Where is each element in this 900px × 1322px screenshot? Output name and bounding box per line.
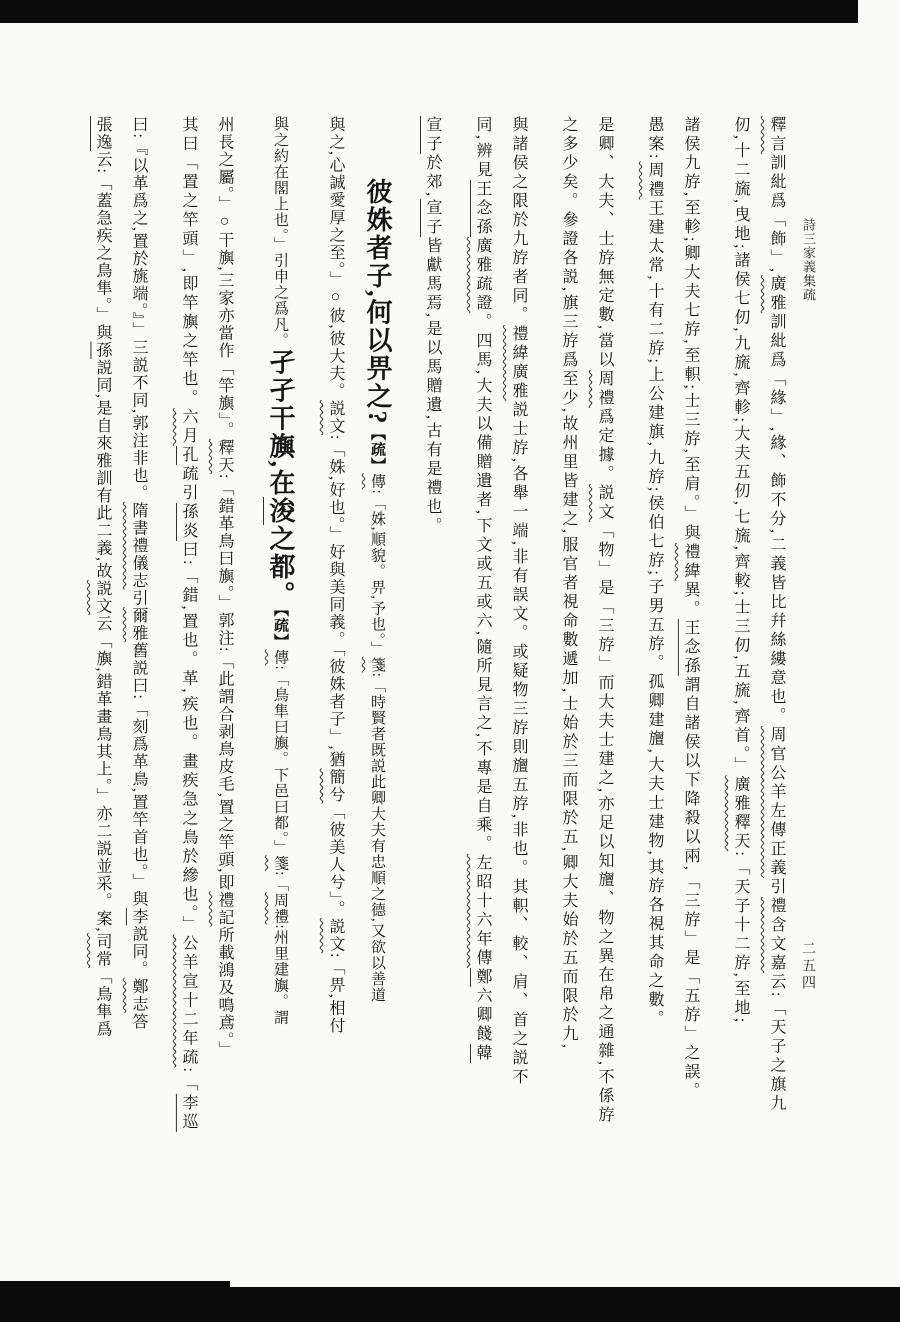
text-segment: 與之,心誠愛厚之至。」○彼,彼大夫。 xyxy=(327,116,344,400)
verse-text: 之都。 xyxy=(266,525,295,609)
proper-name-text: 宣子 xyxy=(424,116,441,154)
book-title-text: 公羊宣十二年疏 xyxy=(180,934,197,1068)
text-segment: 之多少矣。參證各説,旗三斿爲至少,故州里皆建之,服官者視命數遞加,士始於三而限於五,卿大夫始於五而限於九, xyxy=(560,116,577,1051)
text-column xyxy=(679,116,702,1202)
text-segment: :州里建旟。謂 xyxy=(272,924,288,1026)
text-segment: :「時賢者既説此卿大夫有忠順之德,又欲以善道 xyxy=(369,672,385,1003)
text-segment: 異。 xyxy=(682,580,699,619)
text-segment: 王建太常,十有二斿;上公建旗,九斿;侯伯七斿;子男五斿。孤卿建旜,大夫士建物,其斿各視其命之數。 xyxy=(646,199,663,1029)
book-title-text: 禮記 xyxy=(216,891,233,927)
text-segment: 舊説曰:「刻爲革鳥,置竿首也。」與 xyxy=(130,641,147,908)
proper-name-text: 浚 xyxy=(266,497,295,525)
text-column xyxy=(263,116,297,1202)
text-segment: 其曰「置之竿頭」,即竿旟之竿也。 xyxy=(180,116,197,408)
proper-name-text: 鄭 xyxy=(474,968,491,987)
text-segment: 疏引 xyxy=(180,465,197,503)
text-segment: 答 xyxy=(130,1012,147,1031)
text-segment: 云:「天子之旗九 xyxy=(768,973,785,1114)
book-title-text: 左昭十六年傳 xyxy=(474,854,491,968)
book-title-text: 爾雅 xyxy=(130,606,147,642)
text-segment: 説同。 xyxy=(130,925,147,978)
text-segment: 謂自諸侯以下降殺以兩,「三斿」是「五斿」之誤。 xyxy=(682,675,699,1101)
book-title-text: 箋 xyxy=(369,656,385,673)
text-segment: 於郊, xyxy=(424,154,441,199)
text-segment: 仞,十二旒,曳地;諸侯七仞,九旒,齊軫;大夫五仞,七旒,齊較;士三仞,五旒,齊首。」 xyxy=(732,116,749,776)
running-title: 詩三家義集疏 xyxy=(801,218,816,302)
text-segment: 訓紕爲「飾」, xyxy=(768,154,785,275)
text-segment: :「天子十二斿,至地; xyxy=(732,851,749,1026)
text-column xyxy=(91,116,114,1202)
text-segment: 與之約在閣上也。」引申之爲凡。 xyxy=(272,116,288,349)
book-title-text: 箋 xyxy=(272,855,288,872)
text-segment: :「畀,相付 xyxy=(327,952,344,1035)
proper-name-text: 孫炎 xyxy=(180,503,197,541)
book-title-text: 禮含文嘉 xyxy=(768,897,785,973)
text-segment: 是卿、大夫、士斿無定數,當以 xyxy=(596,116,613,370)
book-title-text: 傳 xyxy=(369,473,385,490)
shu-marker: 【疏】 xyxy=(272,609,288,650)
book-title-text: 説文 xyxy=(327,400,344,435)
book-title-text: 説文 xyxy=(327,917,344,953)
text-segment: 爲定據。 xyxy=(596,408,613,484)
text-column xyxy=(471,116,494,1202)
text-segment: 云「旟,錯革畫鳥其上。」亦二説並采。案, xyxy=(94,614,111,933)
book-title-text: 廣雅疏證 xyxy=(474,237,491,313)
book-title-text: 六月 xyxy=(180,408,197,446)
book-title-text: 周官公羊左傳正義 xyxy=(768,726,785,878)
text-segment: 「物」是「三斿」而大夫士建之,亦足以知旜、物之異在帛之通雜,不係斿 xyxy=(596,522,613,1125)
book-title-text: 周禮 xyxy=(646,161,663,200)
text-column xyxy=(557,116,580,1202)
text-column xyxy=(360,116,394,1264)
text-segment: 皆獻馬焉,是以馬贈遺,古有是禮也。 xyxy=(424,237,441,536)
book-title-text: 周禮 xyxy=(596,370,613,408)
text-column xyxy=(643,116,666,1202)
text-segment: 所載鴻及鳴鳶。」 xyxy=(216,926,233,1059)
text-segment: 「彼美人兮」。 xyxy=(327,803,344,918)
text-segment: 同,辨見 xyxy=(474,116,491,180)
text-column xyxy=(593,116,616,1202)
proper-name-text: 王念孫 xyxy=(682,618,699,676)
text-column xyxy=(127,116,150,1202)
book-title-text: 隋書禮儀志 xyxy=(130,501,147,590)
text-segment: 六卿餞 xyxy=(474,987,491,1044)
text-block xyxy=(94,116,788,1202)
book-title-text: 傳 xyxy=(272,649,288,666)
text-segment: 州長之屬。」○干旟,三家亦當作「竿旟」。 xyxy=(216,116,233,439)
text-segment: 曰:『以革爲之,置於旐端。』」三説不同,郭注非也。 xyxy=(130,116,147,502)
book-title-text: 禮緯 xyxy=(682,542,699,581)
proper-name-text: 孔 xyxy=(180,446,197,465)
text-segment: 訓紕爲「緣」,緣、飾不分,二義皆比幷絲縷意也。 xyxy=(768,313,785,726)
text-segment: :「錯革鳥曰旟。」郭注:「此謂合剥鳥皮毛,置之竿頭,即 xyxy=(216,474,233,892)
proper-name-text: 孫 xyxy=(94,341,111,359)
text-segment: 引 xyxy=(130,589,147,607)
text-segment: 曰:「錯,置也。革,疾也。畫疾急之鳥於縿也。」 xyxy=(180,541,197,935)
text-segment: 説士斿,各舉一端,非有誤文。或疑物三斿則旜五斿,非也。其軹、較、肩、首之説不 xyxy=(510,401,527,1087)
book-title-text: 釋天 xyxy=(216,439,233,474)
shu-marker: 【疏】 xyxy=(369,425,385,474)
book-title-text: 廣雅釋天 xyxy=(732,775,749,852)
proper-name-text: 李巡 xyxy=(180,1093,197,1132)
text-segment: 。四馬,大夫以備贈遺者,下文或五或六,隨所見言之,不專是自乘。 xyxy=(474,313,491,854)
text-column xyxy=(507,116,530,1202)
book-title-text: 説文 xyxy=(94,579,111,615)
text-segment: :「姝,好也。」好與美同義。「彼姝者子」,猶 xyxy=(327,435,344,769)
book-title-text: 鄭志 xyxy=(130,977,147,1013)
proper-name-text: 韓 xyxy=(474,1044,491,1063)
book-title-text: 説文 xyxy=(596,484,613,522)
text-segment: 云:「蓋急疾之鳥隼。」與 xyxy=(94,151,111,342)
text-segment: 引 xyxy=(768,878,785,897)
book-title-text: 周禮 xyxy=(272,892,288,925)
book-title-text: 簡兮 xyxy=(327,768,344,804)
scan-border-bottom xyxy=(0,1287,900,1322)
text-segment: 愚案: xyxy=(646,116,663,162)
text-column xyxy=(177,116,200,1202)
text-segment: :「 xyxy=(180,1067,197,1094)
text-column xyxy=(324,116,347,1202)
text-column xyxy=(421,116,444,1202)
text-segment: 説同,是自來雅訓有此二義,故 xyxy=(94,358,111,580)
verse-text: 彼姝者子,何以畀之? xyxy=(363,178,392,426)
text-column xyxy=(765,116,788,1202)
proper-name-text: 王念孫 xyxy=(474,180,491,237)
proper-name-text: 張逸 xyxy=(94,116,111,151)
text-segment: 與諸侯之限於九斿者同。 xyxy=(510,116,527,325)
text-segment: 「鳥隼爲 xyxy=(94,967,111,1038)
verse-text: 孑孑干旟,在 xyxy=(266,348,295,497)
book-title-text: 廣雅 xyxy=(768,275,785,313)
scan-border-top xyxy=(0,0,858,23)
book-title-text: 釋言 xyxy=(768,116,785,154)
text-segment: :「姝,順貌。畀,予也。」 xyxy=(369,489,385,657)
text-segment: 諸侯九斿,至軫;卿大夫七斿,至軹;士三斿,至肩。」與 xyxy=(682,116,699,543)
text-column xyxy=(729,116,752,1202)
text-segment: :「 xyxy=(272,871,288,893)
proper-name-text: 宣子 xyxy=(424,199,441,237)
page-number: 二五四 xyxy=(800,941,815,992)
text-segment: :「鳥隼曰旟。下邑曰都。」 xyxy=(272,665,288,856)
book-title-text: 司常 xyxy=(94,932,111,968)
book-title-text: 禮緯廣雅 xyxy=(510,325,527,401)
text-column xyxy=(213,116,236,1202)
proper-name-text: 李 xyxy=(130,907,147,926)
